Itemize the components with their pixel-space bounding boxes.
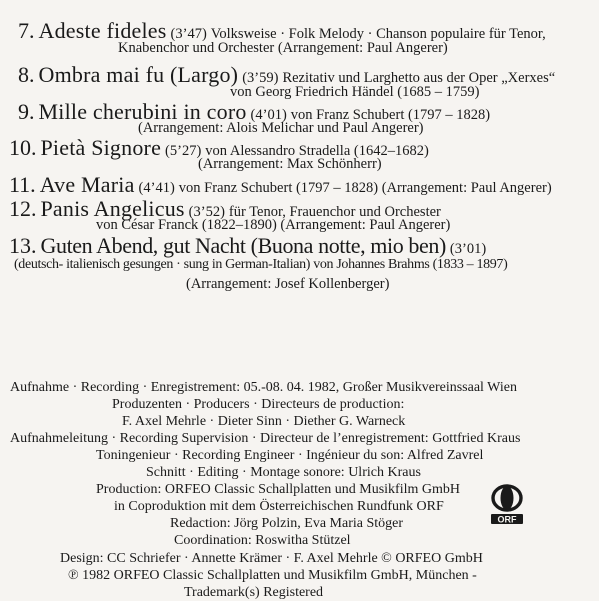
track-duration: (4’01) — [250, 107, 287, 123]
credit-engineer: Toningenieur · Recording Engineer · Ingénieur du son: Alfred Zavrel — [96, 448, 484, 463]
track-12-line-2: von César Franck (1822–1890) (Arrangement: Paul Angerer) — [96, 217, 451, 233]
track-description: Rezitativ und Larghetto aus der Oper „Xerxes“ — [282, 70, 556, 86]
track-description: von Franz Schubert (1797 – 1828) (Arrangement: Paul Angerer) — [178, 180, 552, 196]
track-10-line-2: (Arrangement: Max Schönherr) — [198, 156, 382, 172]
track-title: Guten Abend, gut Nacht (Buona notte, mio ben) — [40, 233, 446, 258]
track-duration: (3’01) — [449, 241, 487, 257]
credit-copyright: ℗ 1982 ORFEO Classic Schallplatten und Musikfilm GmbH, München - — [68, 568, 477, 583]
credit-recording: Aufnahme · Recording · Enregistrement: 05.-08. 04. 1982, Großer Musikvereinssaal Wien — [10, 380, 517, 395]
credit-producers: F. Axel Mehrle · Dieter Sinn · Diether G. Warneck — [122, 414, 406, 429]
orf-logo — [484, 484, 530, 528]
credit-coordination: Coordination: Roswitha Stützel — [174, 533, 351, 548]
track-8-line-2: von Georg Friedrich Händel (1685 – 1759) — [230, 84, 480, 100]
track-duration: (3’47) — [170, 26, 207, 42]
track-13-line-1 — [9, 233, 486, 259]
track-duration: (5’27) — [165, 143, 202, 159]
track-number: 12. — [9, 196, 37, 221]
track-title: Pietà Signore — [40, 135, 162, 160]
track-title: Panis Angelicus — [40, 196, 185, 221]
track-13-line-2: (deutsch- italienisch gesungen · sung in German-Italian) von Johannes Brahms (1833 – 1897) — [14, 257, 508, 272]
track-number: 13. — [9, 233, 37, 258]
track-title: Mille cherubini in coro — [38, 99, 247, 124]
track-number: 7. — [18, 18, 35, 43]
orf-logo-icon — [484, 484, 530, 528]
track-title: Adeste fideles — [38, 18, 167, 43]
track-duration: (4’41) — [138, 180, 175, 196]
credit-trademark: Trademark(s) Registered — [184, 585, 324, 600]
track-number: 11. — [9, 172, 36, 197]
track-number: 10. — [9, 135, 37, 160]
track-9-line-2: (Arrangement: Alois Melichar und Paul Angerer) — [138, 120, 424, 136]
credit-editing: Schnitt · Editing · Montage sonore: Ulrich Kraus — [146, 465, 421, 480]
track-description: für Tenor, Frauenchor und Orchester — [228, 204, 441, 220]
track-duration: (3’59) — [242, 70, 279, 86]
track-title: Ombra mai fu (Largo) — [38, 62, 239, 87]
track-title: Ave Maria — [39, 172, 135, 197]
track-description: von Franz Schubert (1797 – 1828) — [290, 107, 491, 123]
svg-text:ORF: ORF — [497, 514, 517, 525]
track-number: 8. — [18, 62, 35, 87]
credit-coproduction: in Coproduktion mit dem Österreichischen Rundfunk ORF — [114, 499, 444, 514]
track-11-line-1 — [9, 172, 552, 198]
track-number: 9. — [18, 99, 35, 124]
track-description: von Alessandro Stradella (1642–1682) — [205, 143, 429, 159]
track-13-line-3: (Arrangement: Josef Kollenberger) — [186, 276, 390, 292]
credit-design: Design: CC Schriefer · Annette Krämer · F. Axel Mehrle © ORFEO GmbH — [60, 551, 483, 566]
credit-production: Production: ORFEO Classic Schallplatten und Musikfilm GmbH — [96, 482, 460, 497]
track-duration: (3’52) — [188, 204, 225, 220]
track-7-line-2: Knabenchor und Orchester (Arrangement: Paul Angerer) — [118, 40, 448, 56]
track-description: Volksweise · Folk Melody · Chanson populaire für Tenor, — [210, 26, 546, 42]
credit-producers-heading: Produzenten · Producers · Directeurs de production: — [112, 397, 405, 412]
credit-supervision: Aufnahmeleitung · Recording Supervision · Directeur de l’enregistrement: Gottfried Kraus — [10, 431, 521, 446]
credit-redaction: Redaction: Jörg Polzin, Eva Maria Stöger — [170, 516, 404, 531]
